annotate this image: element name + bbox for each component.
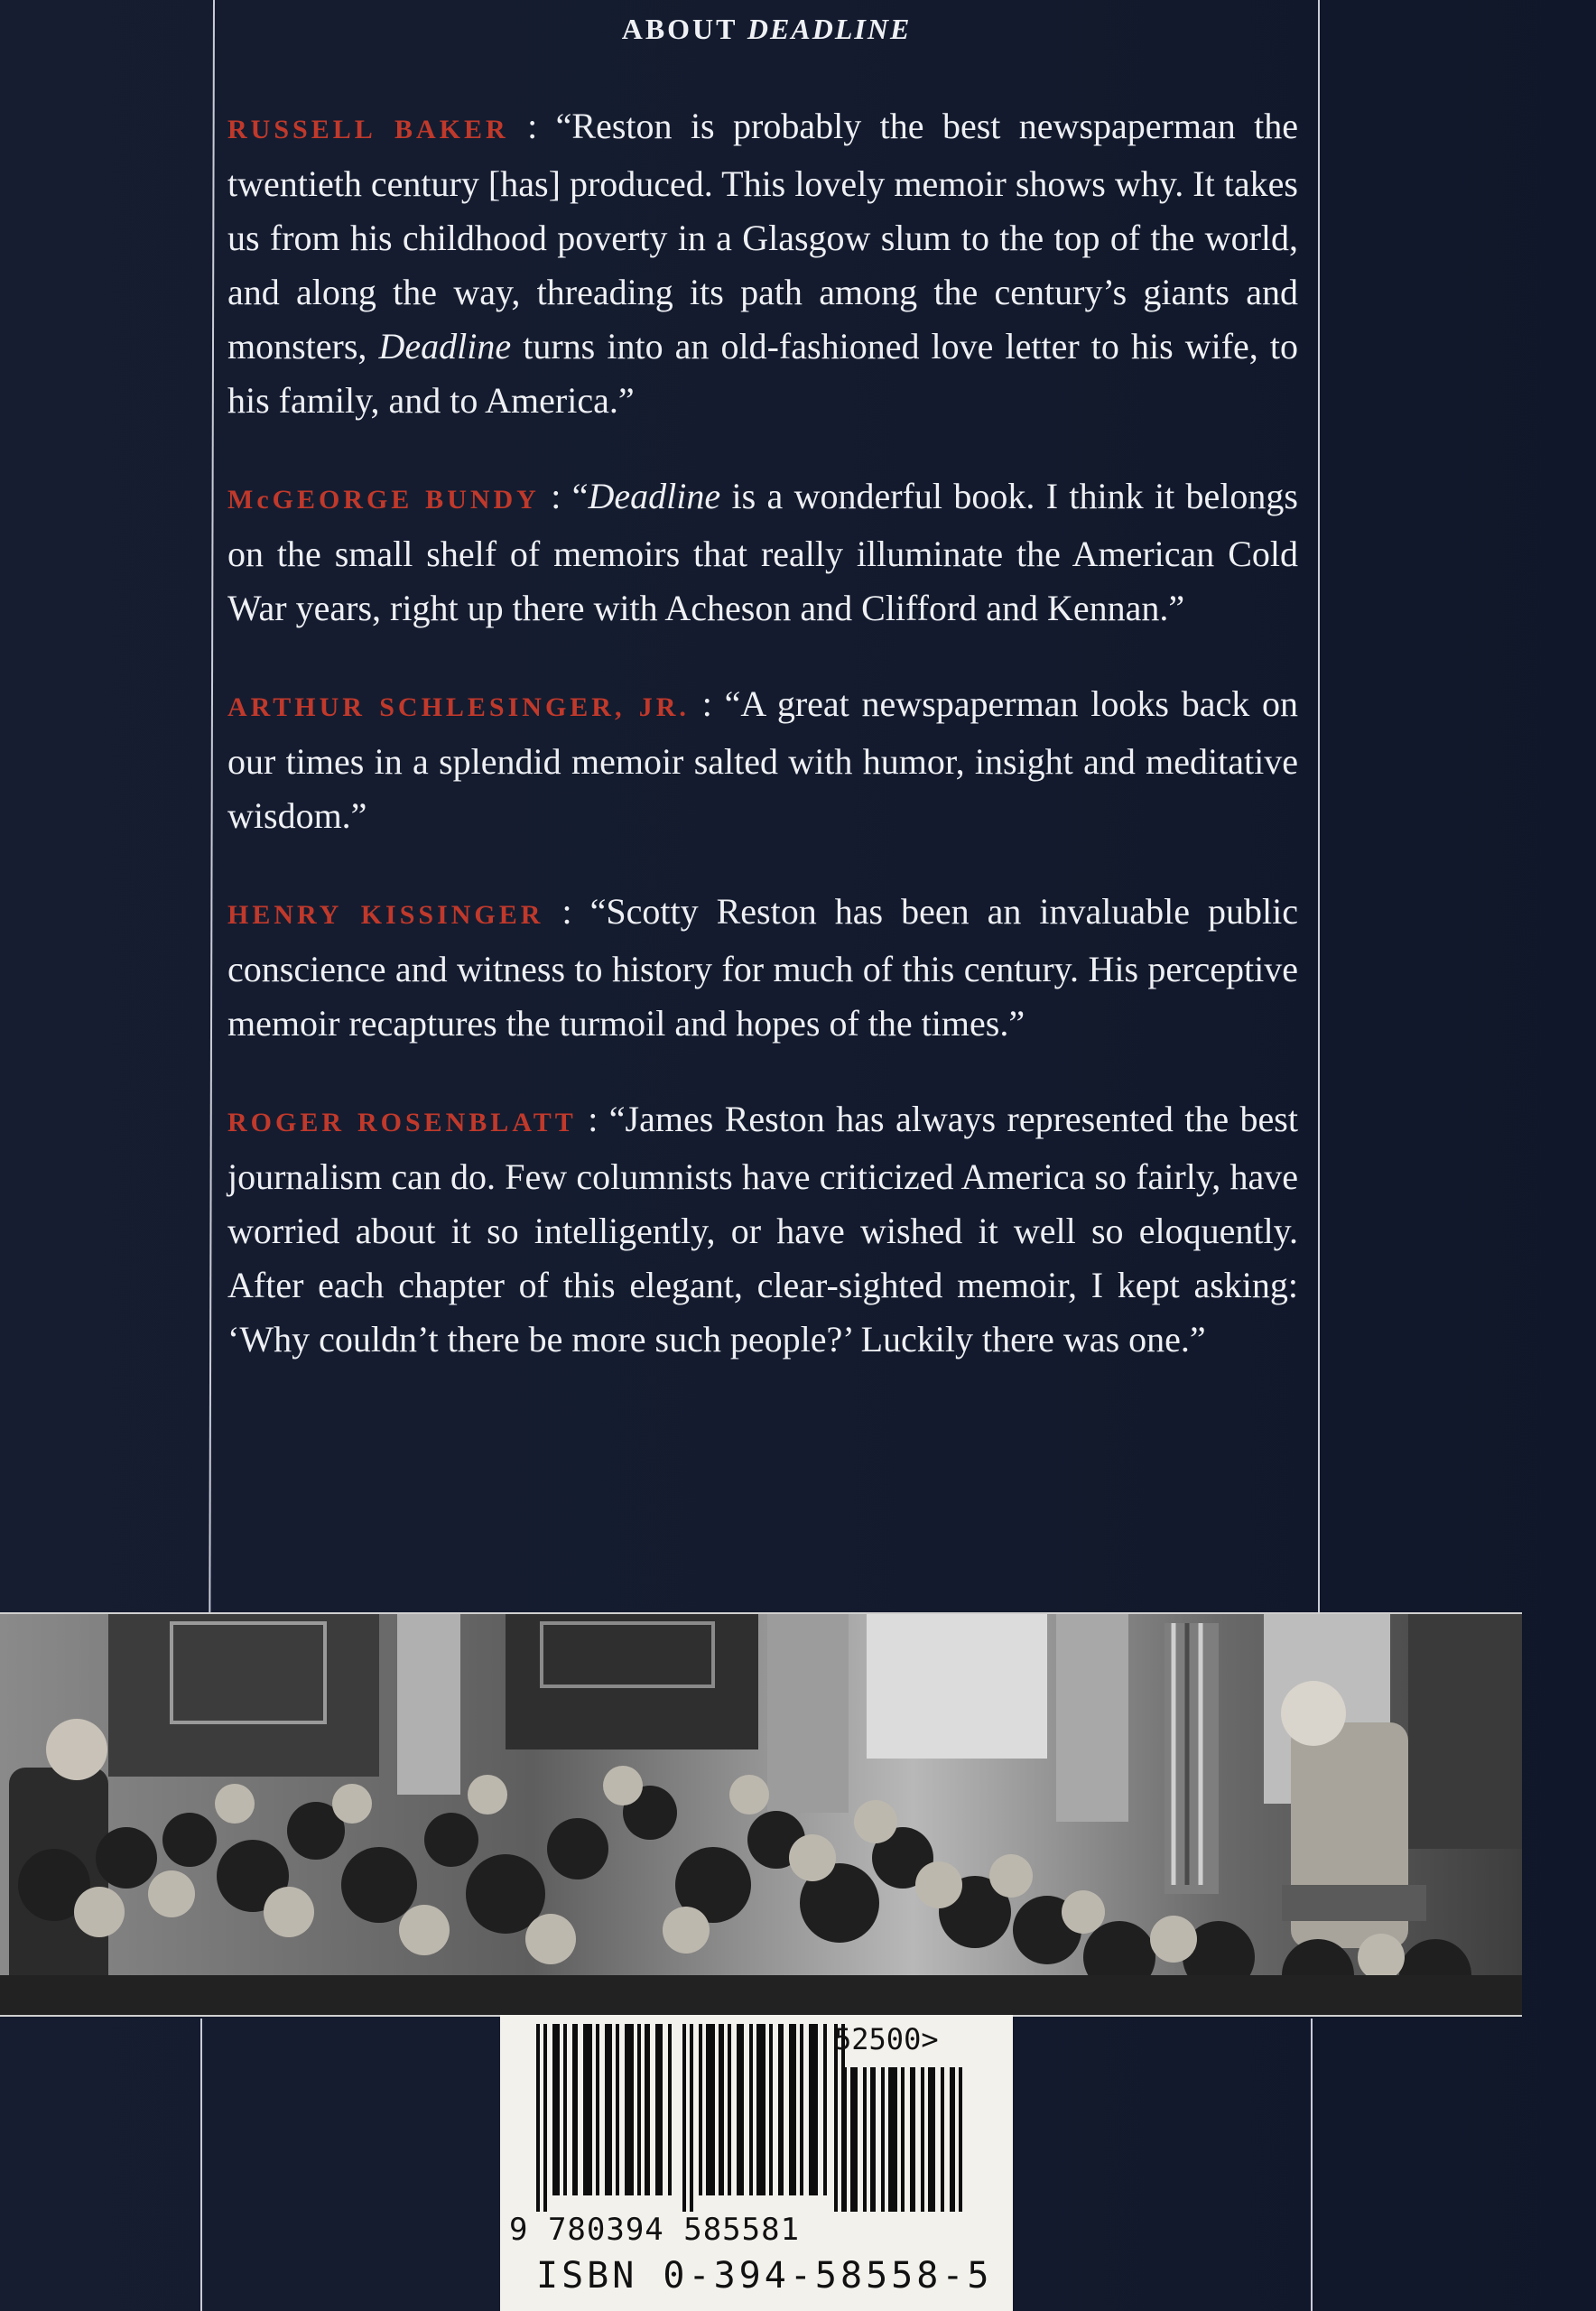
name-separator: :	[543, 891, 590, 932]
endorsement-arthur-schlesinger	[227, 677, 1298, 843]
name-separator: :	[539, 476, 572, 516]
addon-digits: 52500>	[834, 2022, 939, 2056]
quote-italic-title: Deadline	[588, 476, 721, 516]
quote-italic-title: Deadline	[378, 326, 512, 367]
isbn-number: ISBN 0-394-58558-5	[536, 2255, 993, 2297]
endorsement-russell-baker	[227, 99, 1298, 428]
left-border-line	[209, 0, 215, 1614]
quote-text: “	[571, 476, 589, 516]
barcode-label	[500, 2015, 1013, 2311]
quote-text-end: is a wonderful book. I think it belongs on the small shelf of memoirs that really illuminate the American Cold War years, right up there with Acheson and Clifford and Kennan.”	[227, 476, 1298, 628]
endorser-name: RUSSELL BAKER	[227, 115, 509, 144]
endorsement-henry-kissinger	[227, 885, 1298, 1051]
name-separator: :	[508, 106, 556, 146]
endorsement-mcgeorge-bundy	[227, 469, 1298, 636]
right-border-line-lower	[1311, 2019, 1313, 2311]
right-border-line	[1318, 0, 1320, 1614]
header-prefix: ABOUT	[621, 13, 738, 45]
name-separator: :	[689, 683, 725, 724]
page-title	[213, 13, 1320, 46]
ean-digits: 9 780394 585581	[509, 2212, 801, 2248]
quote-text-end: turns into an old-fashioned love letter to his wife, to his family, and to America.”	[227, 326, 1299, 421]
ean-barcode	[536, 2024, 845, 2212]
header-book-title: DEADLINE	[747, 13, 912, 45]
name-separator: :	[576, 1099, 609, 1139]
endorsement-roger-rosenblatt	[227, 1092, 1298, 1367]
endorser-name: HENRY KISSINGER	[227, 900, 544, 930]
quote-text: “Reston is probably the best newspaperman the twentieth century [has] produced. This lovely memoir shows why. It takes us from his childhood poverty in a Glasgow slum to the top of the world, and along the way, threading its path among the century’s giants and monsters,	[227, 106, 1298, 367]
quote-text: “A great newspaperman looks back on our times in a splendid memoir salted with humor, insight and meditative wisdom.”	[227, 683, 1298, 836]
endorsements	[227, 99, 1298, 1408]
left-border-line-lower	[200, 2019, 202, 2311]
quote-text: “Scotty Reston has been an invaluable public conscience and witness to history for much of this century. His perceptive memoir recaptures the turmoil and hopes of the times.”	[227, 891, 1299, 1044]
endorser-name: ARTHUR SCHLESINGER, JR.	[227, 692, 690, 722]
quote-text: “James Reston has always represented the best journalism can do. Few columnists have criticized America so fairly, have worried about it so intelligently, or have wished it well so eloquently. After each chapter of this elegant, clear-sighted memoir, I kept asking: ‘Why couldn’t there be more such people?’ Luckily there was one.”	[227, 1099, 1298, 1360]
press-conference-photo	[0, 1612, 1522, 2017]
endorser-name: McGEORGE BUNDY	[227, 485, 540, 515]
price-addon-barcode	[841, 2067, 968, 2212]
endorser-name: ROGER ROSENBLATT	[227, 1108, 577, 1137]
